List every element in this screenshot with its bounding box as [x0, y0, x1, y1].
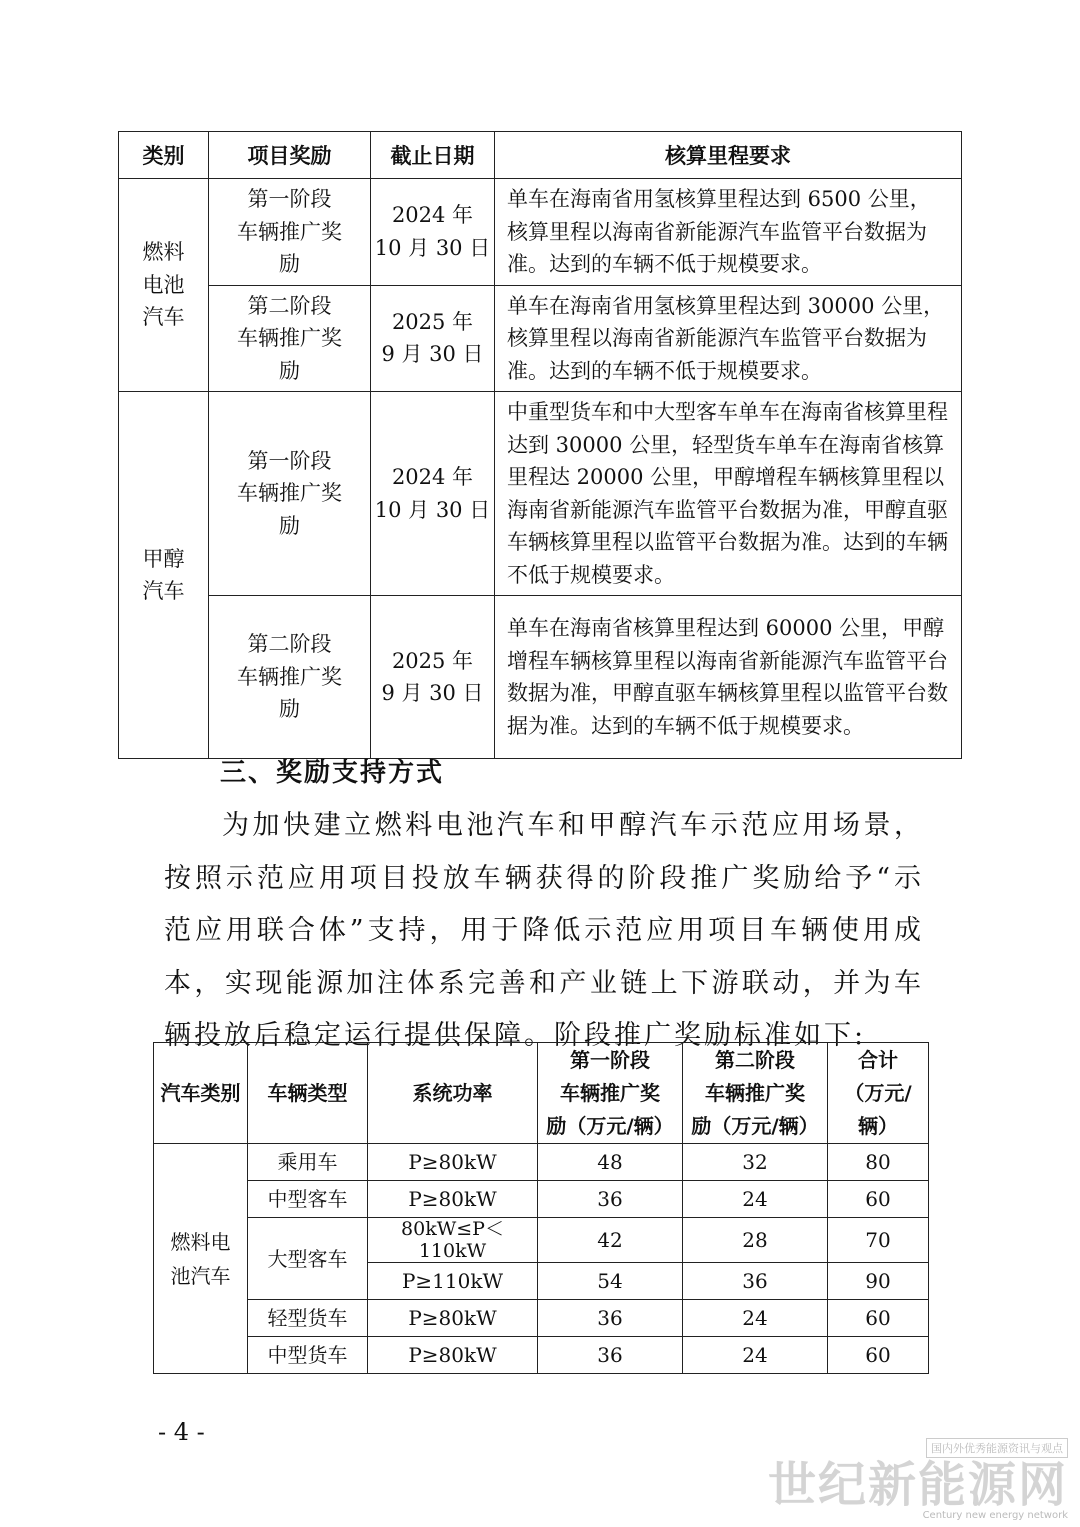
- watermark-logo-text: 世纪新能源网: [767, 1457, 1068, 1513]
- stage2-cell: 36: [683, 1263, 828, 1300]
- table-row: [119, 596, 962, 759]
- total-cell: 80: [828, 1144, 929, 1181]
- requirement-cell: 单车在海南省核算里程达到 60000 公里，甲醇增程车辆核算里程以海南省新能源汽车监管平台数据为准，甲醇直驱车辆核算里程以监管平台数据为准。达到的车辆不低于规模要求。: [495, 596, 962, 759]
- table-header-row: [119, 132, 962, 179]
- total-cell: 70: [828, 1218, 929, 1263]
- stage2-cell: 24: [683, 1337, 828, 1374]
- stage2-cell: 32: [683, 1144, 828, 1181]
- watermark-english: Century new energy network: [922, 1510, 1068, 1521]
- deadline-cell: 2025 年 9 月 30 日: [371, 596, 495, 759]
- deadline-cell: 2025 年 9 月 30 日: [371, 285, 495, 392]
- mileage-requirement-table: [118, 131, 962, 759]
- category-cell: 甲醇 汽车: [119, 392, 209, 759]
- header-total: 合计 （万元/ 辆）: [828, 1043, 929, 1144]
- power-cell: P≥80kW: [368, 1181, 538, 1218]
- power-cell: P≥110kW: [368, 1263, 538, 1300]
- stage2-cell: 24: [683, 1300, 828, 1337]
- header-vehicle-type: 车辆类型: [248, 1043, 368, 1144]
- stage2-cell: 28: [683, 1218, 828, 1263]
- header-stage1-reward: 第一阶段 车辆推广奖 励（万元/辆）: [538, 1043, 683, 1144]
- total-cell: 90: [828, 1263, 929, 1300]
- power-cell: P≥80kW: [368, 1337, 538, 1374]
- reward-cell: 第二阶段 车辆推广奖 励: [209, 285, 371, 392]
- power-cell: P≥80kW: [368, 1300, 538, 1337]
- stage1-cell: 54: [538, 1263, 683, 1300]
- table-row: [119, 285, 962, 392]
- total-cell: 60: [828, 1181, 929, 1218]
- requirement-cell: 单车在海南省用氢核算里程达到 30000 公里，核算里程以海南省新能源汽车监管平台数据为准。达到的车辆不低于规模要求。: [495, 285, 962, 392]
- table-row: [154, 1300, 929, 1337]
- table-row: [154, 1218, 929, 1263]
- stage1-cell: 48: [538, 1144, 683, 1181]
- reward-cell: 第一阶段 车辆推广奖 励: [209, 179, 371, 286]
- power-cell: P≥80kW: [368, 1144, 538, 1181]
- table-row: [154, 1181, 929, 1218]
- reward-cell: 第一阶段 车辆推广奖 励: [209, 392, 371, 596]
- vehicle-category-cell: 燃料电 池汽车: [154, 1144, 248, 1374]
- vehicle-type-cell: 中型客车: [248, 1181, 368, 1218]
- header-category: 类别: [119, 132, 209, 179]
- section-heading: 三、奖励支持方式: [220, 758, 445, 788]
- header-reward: 项目奖励: [209, 132, 371, 179]
- header-requirement: 核算里程要求: [495, 132, 962, 179]
- requirement-cell: 中重型货车和中大型客车单车在海南省核算里程达到 30000 公里，轻型货车单车在海南省核算里程达 20000 公里，甲醇增程车辆核算里程以海南省新能源汽车监管平台数据为准，甲醇直驱车辆核算里程以监管平台数据为准。达到的车辆不低于规模要求。: [495, 392, 962, 596]
- header-deadline: 截止日期: [371, 132, 495, 179]
- table-header-row: [154, 1043, 929, 1144]
- vehicle-type-cell: 轻型货车: [248, 1300, 368, 1337]
- total-cell: 60: [828, 1337, 929, 1374]
- stage1-cell: 36: [538, 1300, 683, 1337]
- header-system-power: 系统功率: [368, 1043, 538, 1144]
- category-cell: 燃料 电池 汽车: [119, 179, 209, 392]
- watermark: [768, 1437, 1068, 1521]
- stage1-cell: 36: [538, 1337, 683, 1374]
- table-row: [154, 1337, 929, 1374]
- requirement-cell: 单车在海南省用氢核算里程达到 6500 公里，核算里程以海南省新能源汽车监管平台数据为准。达到的车辆不低于规模要求。: [495, 179, 962, 286]
- header-vehicle-category: 汽车类别: [154, 1043, 248, 1144]
- reward-cell: 第二阶段 车辆推广奖 励: [209, 596, 371, 759]
- total-cell: 60: [828, 1300, 929, 1337]
- stage2-cell: 24: [683, 1181, 828, 1218]
- deadline-cell: 2024 年 10 月 30 日: [371, 392, 495, 596]
- reward-standard-table: [153, 1042, 929, 1374]
- watermark-badge: 国内外优秀能源资讯与观点: [926, 1438, 1068, 1458]
- power-cell: 80kW≤P＜110kW: [368, 1218, 538, 1263]
- header-stage2-reward: 第二阶段 车辆推广奖 励（万元/辆）: [683, 1043, 828, 1144]
- deadline-cell: 2024 年 10 月 30 日: [371, 179, 495, 286]
- table-row: [119, 392, 962, 596]
- section-paragraph: 为加快建立燃料电池汽车和甲醇汽车示范应用场景，按照示范应用项目投放车辆获得的阶段推广奖励给予“示范应用联合体”支持，用于降低示范应用项目车辆使用成本，实现能源加注体系完善和产业链上下游联动，并为车辆投放后稳定运行提供保障。阶段推广奖励标准如下:: [164, 810, 924, 1051]
- vehicle-type-cell: 大型客车: [248, 1218, 368, 1300]
- vehicle-type-cell: 乘用车: [248, 1144, 368, 1181]
- table-row: [119, 179, 962, 286]
- stage1-cell: 42: [538, 1218, 683, 1263]
- vehicle-type-cell: 中型货车: [248, 1337, 368, 1374]
- page-number: - 4 -: [158, 1418, 205, 1446]
- stage1-cell: 36: [538, 1181, 683, 1218]
- table-row: [154, 1144, 929, 1181]
